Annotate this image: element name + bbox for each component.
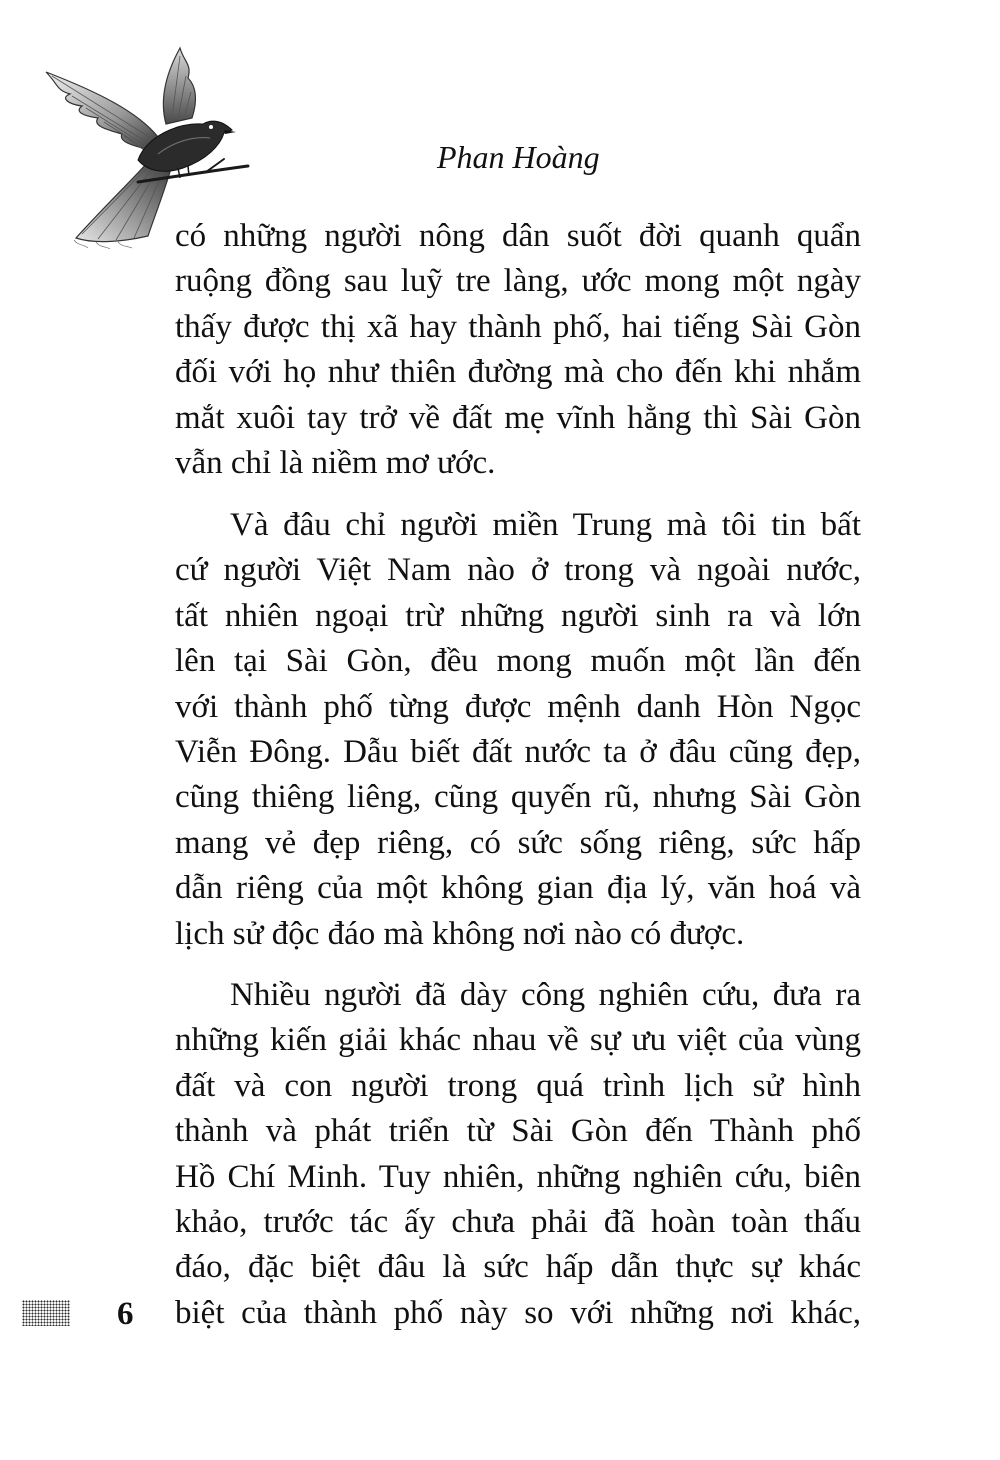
text-line: với thành phố từng được mệnh danh Hòn Ngọc [175, 688, 861, 725]
decorative-dot-pattern [22, 1300, 70, 1326]
text-line: đáo, đặc biệt đâu là sức hấp dẫn thực sự khác [175, 1249, 861, 1286]
text-line: mang vẻ đẹp riêng, có sức sống riêng, sức hấp [175, 824, 861, 861]
text-line: mắt xuôi tay trở về đất mẹ vĩnh hằng thì Sài Gòn [175, 399, 861, 436]
text-line: khảo, trước tác ấy chưa phải đã hoàn toàn thấu [175, 1204, 861, 1241]
text-line: biệt của thành phố này so với những nơi khác, [175, 1294, 861, 1331]
text-line: tất nhiên ngoại trừ những người sinh ra và lớn [175, 597, 861, 634]
text-line: Hồ Chí Minh. Tuy nhiên, những nghiên cứu, biên [175, 1158, 861, 1195]
text-line: đối với họ như thiên đường mà cho đến khi nhắm [175, 354, 861, 391]
text-line: Nhiều người đã dày công nghiên cứu, đưa ra [230, 977, 861, 1013]
text-line: vẫn chỉ là niềm mơ ước. [175, 445, 496, 482]
text-line: cứ người Việt Nam nào ở trong và ngoài nước, [175, 552, 861, 589]
dove-left-wing [46, 72, 158, 150]
text-line: lịch sử độc đáo mà không nơi nào có được. [175, 915, 745, 952]
dove-eye [209, 125, 213, 129]
paragraph [175, 503, 861, 957]
dove-tail [74, 162, 170, 249]
text-line: lên tại Sài Gòn, đều mong muốn một lần đến [175, 643, 861, 680]
text-line: thành và phát triển từ Sài Gòn đến Thành phố [175, 1113, 861, 1150]
text-line: có những người nông dân suốt đời quanh quẩn [175, 218, 861, 254]
running-head-author: Phan Hoàng [437, 139, 600, 175]
text-line: dẫn riêng của một không gian địa lý, văn hoá và [175, 870, 861, 907]
page-number: 6 [117, 1296, 134, 1332]
dove-top-wing [163, 48, 195, 124]
text-line: Viễn Đông. Dẫu biết đất nước ta ở đâu cũng đẹp, [175, 734, 861, 771]
text-line: đất và con người trong quá trình lịch sử hình [175, 1067, 861, 1104]
dove-body [138, 121, 236, 171]
paragraph [175, 214, 861, 486]
text-line: cũng thiêng liêng, cũng quyến rũ, nhưng Sài Gòn [175, 779, 861, 816]
text-line: ruộng đồng sau luỹ tre làng, ước mong một ngày [175, 263, 861, 300]
text-line: những kiến giải khác nhau về sự ưu việt của vùng [175, 1022, 861, 1059]
text-line: Và đâu chỉ người miền Trung mà tôi tin bất [230, 507, 861, 543]
text-line: thấy được thị xã hay thành phố, hai tiếng Sài Gòn [175, 308, 861, 345]
paragraph [175, 973, 861, 1336]
